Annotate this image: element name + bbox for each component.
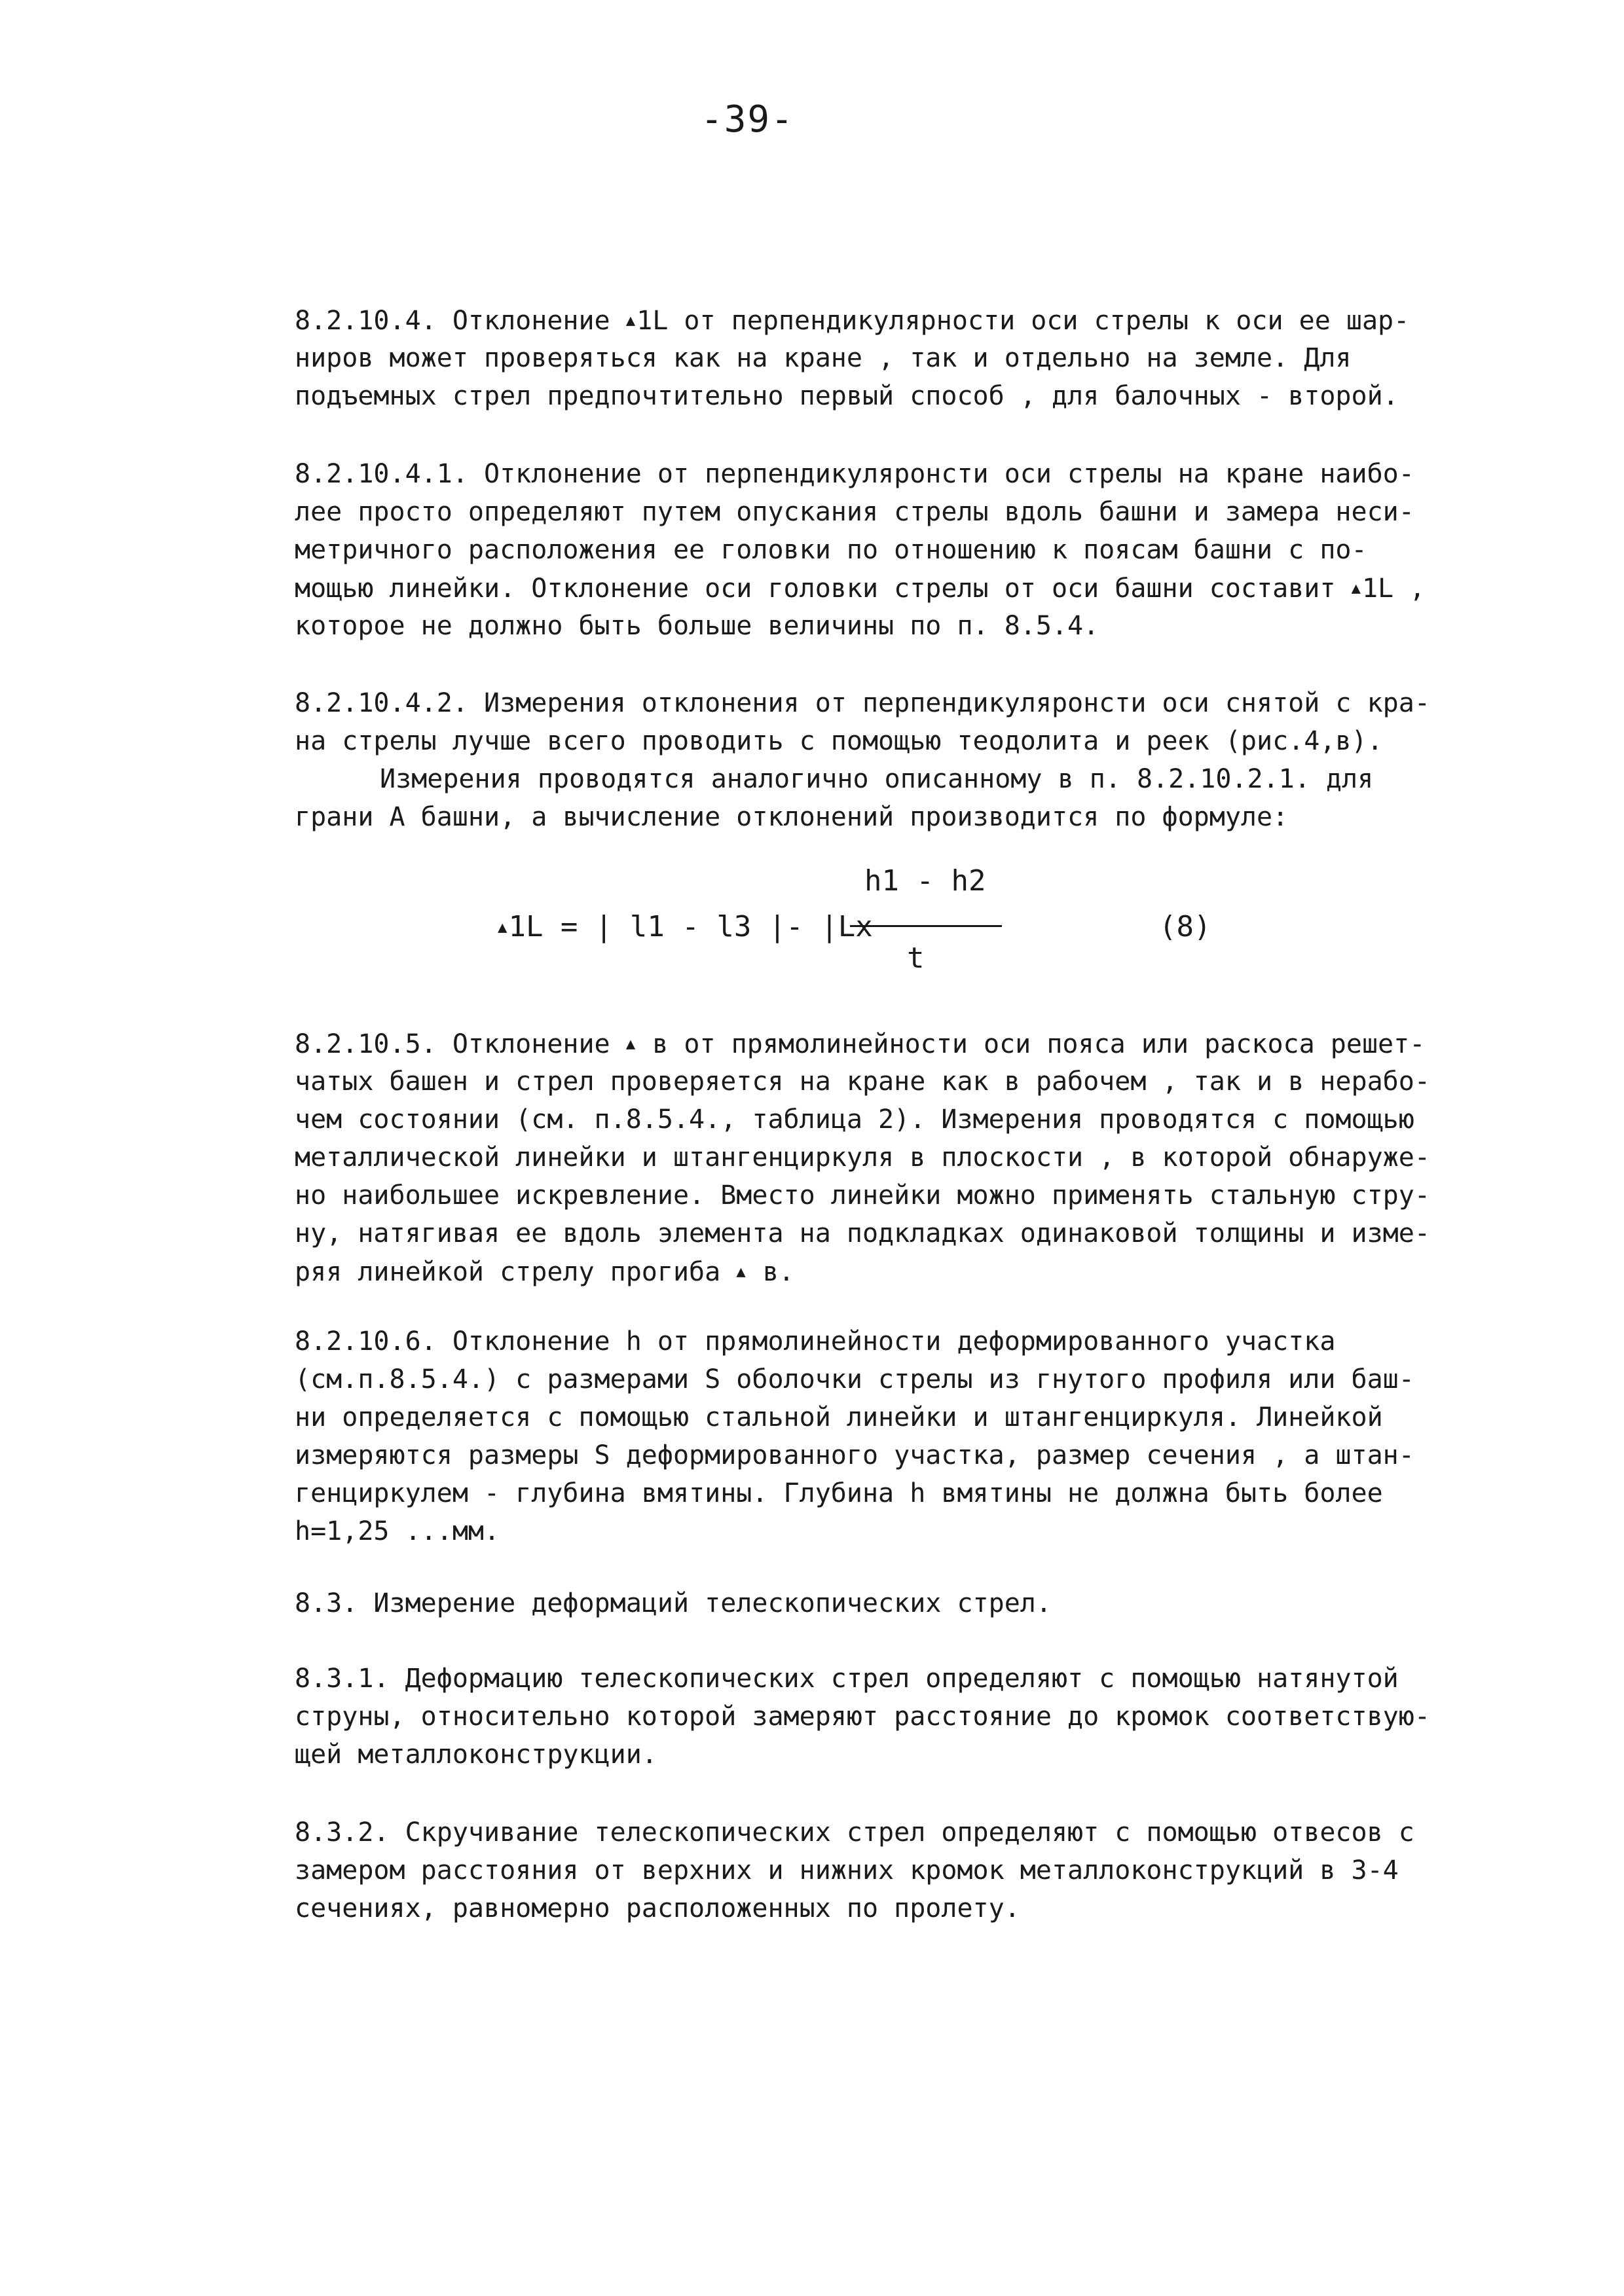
text-line: подъемных стрел предпочтительно первый способ , для балочных - второй. <box>295 381 1399 411</box>
text-line: 8.2.10.5. Отклонение ▲ в от прямолинейности оси пояса или раскоса решет- <box>295 1025 1430 1063</box>
section-heading-8-3 <box>295 1584 1052 1622</box>
text-line: ни определяется с помощью стальной линейки и штангенциркуля. Линейкой <box>295 1402 1383 1432</box>
text-line: ряя линейкой стрелу прогиба ▲ в. <box>295 1252 1430 1290</box>
paragraph-8-2-10-6 <box>295 1322 1414 1550</box>
text-line: ну, натягивая ее вдоль элемента на подкладках одинаковой толщины и изме- <box>295 1218 1430 1248</box>
page-number: -39- <box>701 98 794 141</box>
text-line: (см.п.8.5.4.) с размерами S оболочки стрелы из гнутого профиля или баш- <box>295 1364 1414 1394</box>
text-line: 8.3.1. Деформацию телескопических стрел определяют с помощью натянутой <box>295 1664 1399 1694</box>
text-line: щей металлоконструкции. <box>295 1740 657 1770</box>
text-line: замером расстояния от верхних и нижних кромок металлоконструкций в 3-4 <box>295 1855 1399 1886</box>
text-line: Измерения проводятся аналогично описанному в п. 8.2.10.2.1. для <box>380 764 1374 794</box>
paragraph-8-2-10-4-1 <box>295 455 1425 645</box>
delta-icon: ▲ <box>1351 579 1361 597</box>
text-line: но наибольшее искревление. Вместо линейки можно применять стальную стру- <box>295 1180 1430 1211</box>
paragraph-8-3-1 <box>295 1660 1430 1774</box>
text-line: метричного расположения ее головки по отношению к поясам башни с по- <box>295 535 1367 565</box>
text-line: измеряются размеры S деформированного участка, размер сечения , а штан- <box>295 1440 1414 1470</box>
paragraph-8-2-10-4 <box>295 301 1409 415</box>
formula-numerator: h1 - h2 <box>864 864 986 898</box>
text-line: сечениях, равномерно расположенных по пролету. <box>295 1893 1020 1923</box>
text-line: на стрелы лучше всего проводить с помощью теодолита и реек (рис.4,в). <box>295 726 1383 756</box>
text-line: 8.2.10.4.1. Отклонение от перпендикуляронсти оси стрелы на кране наибо- <box>295 459 1414 489</box>
text-line: лее просто определяют путем опускания стрелы вдоль башни и замера неси- <box>295 497 1414 527</box>
paragraph-8-2-10-5 <box>295 1025 1430 1290</box>
formula-8 <box>498 864 1257 995</box>
fraction-bar <box>850 925 1002 927</box>
text-line: которое не должно быть больше величины по п. 8.5.4. <box>295 611 1099 641</box>
text-line: ниров может проверяться как на кране , так и отдельно на земле. Для <box>295 343 1352 373</box>
text-line: чем состоянии (см. п.8.5.4., таблица 2). Измерения проводятся с помощью <box>295 1104 1414 1135</box>
text-line: мощью линейки. Отклонение оси головки стрелы от оси башни составит ▲1L , <box>295 569 1425 607</box>
delta-icon: ▲ <box>736 1262 746 1281</box>
text-line: 8.2.10.6. Отклонение h от прямолинейности деформированного участка <box>295 1326 1336 1357</box>
text-line: струны, относительно которой замеряют расстояние до кромок соответствую- <box>295 1702 1430 1732</box>
equation-number: (8) <box>1159 910 1211 943</box>
delta-icon: ▲ <box>498 918 507 936</box>
text-line: чатых башен и стрел проверяется на кране как в рабочем , так и в нерабо- <box>295 1066 1430 1097</box>
formula-lhs: ▲1L = | l1 - l3 |- |Lx <box>498 910 873 943</box>
paragraph-8-2-10-4-2 <box>295 684 1430 836</box>
text-line: грани А башни, а вычисление отклонений производится по формуле: <box>295 802 1289 832</box>
text-line: 8.3.2. Скручивание телескопических стрел определяют с помощью отвесов с <box>295 1817 1414 1848</box>
delta-icon: ▲ <box>625 311 636 329</box>
formula-denominator: t <box>907 941 925 975</box>
text-line: 8.2.10.4. Отклонение ▲1L от перпендикулярности оси стрелы к оси ее шар- <box>295 301 1409 339</box>
delta-icon: ▲ <box>625 1034 636 1053</box>
text-line: 8.2.10.4.2. Измерения отклонения от перпендикуляронсти оси снятой с кра- <box>295 688 1430 718</box>
text-line: металлической линейки и штангенциркуля в плоскости , в которой обнаруже- <box>295 1142 1430 1173</box>
paragraph-8-3-2 <box>295 1813 1414 1927</box>
text-line: h=1,25 ...мм. <box>295 1516 500 1546</box>
text-line: 8.3. Измерение деформаций телескопических стрел. <box>295 1588 1052 1618</box>
text-line: генциркулем - глубина вмятины. Глубина h вмятины не должна быть более <box>295 1478 1383 1508</box>
